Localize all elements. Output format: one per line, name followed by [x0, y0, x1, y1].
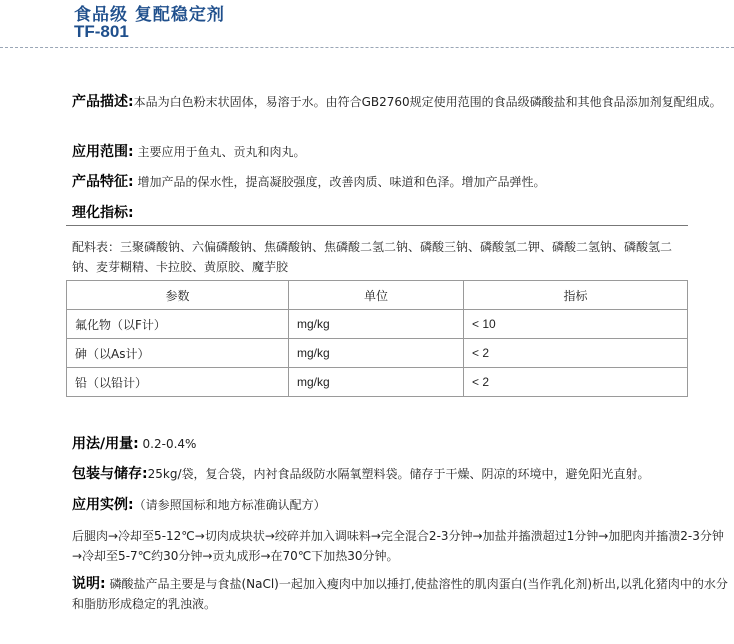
row-param: 铅（以铅计）	[67, 368, 289, 397]
features-section	[72, 172, 728, 192]
product-code: TF-801	[74, 22, 129, 41]
usage-section	[72, 434, 728, 454]
description-text: 本品为白色粉末状固体，易溶于水。由符合GB2760规定使用范围的食品级磷酸盐和其他食品添加剂复配组成。	[133, 95, 722, 109]
example-section	[72, 495, 728, 515]
usage-text: 0.2-0.4%	[142, 437, 197, 451]
scope-label: 应用范围:	[72, 144, 134, 160]
process-text: 后腿肉→冷却至5-12℃→切肉成块状→绞碎并加入调味料→完全混合2-3分钟→加盐并搐溃超过1分钟→加肥肉并搐溃2-3分钟→冷却至5-7℃约30分钟→贡丸成形→在70℃下加热30分钟。	[72, 529, 724, 563]
usage-label: 用法/用量:	[72, 436, 139, 452]
table-row	[67, 339, 688, 368]
example-label: 应用实例:	[72, 497, 134, 513]
row-param: 氟化物（以F计）	[67, 310, 289, 339]
indicators-label: 理化指标:	[72, 205, 134, 221]
ingredients-text: 配料表：三聚磷酸钠、六偏磷酸钠、焦磷酸钠、焦磷酸二氢二钠、磷酸三钠、磷酸氢二钾、磷酸二氢钠、磷酸氢二钠、麦芽糊精、卡拉胶、黄原胶、魔芋胶	[72, 240, 673, 274]
description-label: 产品描述:	[72, 94, 134, 110]
indicators-divider	[66, 225, 688, 226]
packaging-label: 包装与储存:	[72, 466, 148, 482]
row-value: < 10	[464, 310, 688, 339]
spec-table	[66, 280, 688, 397]
packaging-text: 25kg/袋，复合袋，内衬食品级防水隔氧塑料袋。储存于干燥、阴凉的环境中，避免阳光直射。	[147, 467, 650, 481]
scope-section	[72, 142, 728, 162]
features-label: 产品特征:	[72, 174, 134, 190]
row-unit: mg/kg	[289, 310, 464, 339]
row-unit: mg/kg	[289, 368, 464, 397]
process-steps	[72, 526, 728, 566]
remark-text: 磷酸盐产品主要是与食盐(NaCl)一起加入瘦肉中加以捶打,使盐溶性的肌肉蛋白(当作乳化剂)析出,以乳化猪肉中的水分和脂肪形成稳定的乳浊液。	[72, 577, 728, 611]
table-header-row	[67, 281, 688, 310]
remark-label: 说明:	[72, 576, 106, 592]
packaging-section	[72, 464, 728, 484]
product-title: 食品级 复配稳定剂	[74, 5, 225, 25]
col-header-unit: 单位	[289, 281, 464, 310]
ingredients-list	[72, 237, 684, 277]
indicators-heading	[72, 202, 728, 222]
table-row	[67, 310, 688, 339]
header-divider	[0, 47, 734, 48]
col-header-value: 指标	[464, 281, 688, 310]
description-section	[72, 92, 728, 112]
table-row	[67, 368, 688, 397]
features-text: 增加产品的保水性，提高凝胶强度，改善肉质、味道和色泽。增加产品弹性。	[137, 175, 546, 189]
example-note: （请参照国标和地方标准确认配方）	[133, 498, 326, 512]
row-param: 砷（以As计）	[67, 339, 289, 368]
col-header-param: 参数	[67, 281, 289, 310]
row-unit: mg/kg	[289, 339, 464, 368]
scope-text: 主要应用于鱼丸、贡丸和肉丸。	[137, 145, 306, 159]
document-header	[0, 0, 734, 48]
row-value: < 2	[464, 368, 688, 397]
row-value: < 2	[464, 339, 688, 368]
remark-section	[72, 574, 728, 614]
